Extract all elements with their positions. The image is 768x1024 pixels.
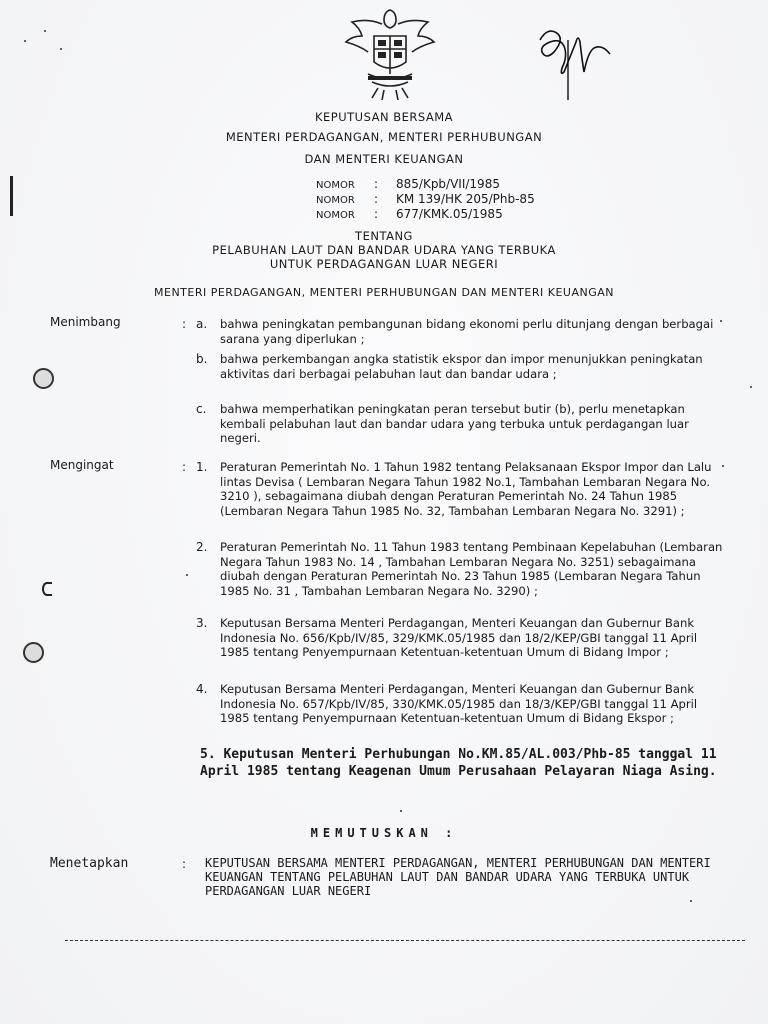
header-line-1: KEPUTUSAN BERSAMA bbox=[314, 110, 454, 124]
number-value: 677/KMK.05/1985 bbox=[396, 207, 503, 221]
speck bbox=[60, 48, 62, 50]
header-line-2: MENTERI PERDAGANGAN, MENTERI PERHUBUNGAN bbox=[225, 130, 543, 144]
speck bbox=[722, 465, 724, 467]
mengingat-item-5-text: Keputusan Menteri Perhubungan No.KM.85/AL.003/Phb-85 tanggal 11 April 1985 tentang Keagenan Umum Perusahaan Pelayaran Niaga Asing. bbox=[200, 747, 717, 779]
speck bbox=[186, 574, 188, 576]
number-row: NOMOR : 885/Kpb/VII/1985 bbox=[316, 177, 500, 191]
speck bbox=[690, 900, 692, 902]
ministers-heading: MENTERI PERDAGANGAN, MENTERI PERHUBUNGAN DAN MENTERI KEUANGAN bbox=[154, 286, 614, 299]
divider bbox=[65, 940, 745, 941]
item-mark: 4. bbox=[196, 682, 208, 696]
speck bbox=[720, 320, 722, 322]
mengingat-item-2: Peraturan Pemerintah No. 11 Tahun 1983 tentang Pembinaan Kepelabuhan (Lembaran Negara Tahun 1983 No. 14 , Tambahan Lembaran Negara No. 3251) sebagaimana diubah dengan Peraturan Pemerintah No. 23 Tahun 1985 (Lembaran Negara Tahun 1985 No. 31 , Tambahan Lembaran Negara No. 3290) ; bbox=[220, 540, 723, 598]
colon: : bbox=[182, 857, 187, 871]
number-label: NOMOR bbox=[316, 210, 355, 221]
speck bbox=[44, 30, 46, 32]
menimbang-item-a: bahwa peningkatan pembangunan bidang ekonomi perlu ditunjang dengan berbagai sarana yang diperlukan ; bbox=[220, 317, 714, 346]
margin-mark bbox=[42, 582, 52, 596]
menimbang-item-b: bahwa perkembangan angka statistik ekspor dan impor menunjukkan peningkatan aktivitas dari berbagai pelabuhan laut dan bandar udara ; bbox=[220, 352, 703, 381]
speck bbox=[400, 810, 402, 812]
number-row: NOMOR : 677/KMK.05/1985 bbox=[316, 207, 503, 221]
menimbang-item-c: bahwa memperhatikan peningkatan peran tersebut butir (b), perlu menetapkan kembali pelabuhan laut dan bandar udara yang terbuka untuk perdagangan luar negeri. bbox=[220, 402, 689, 446]
speck bbox=[750, 386, 752, 388]
margin-mark bbox=[10, 176, 13, 216]
item-mark: b. bbox=[196, 352, 208, 366]
item-mark: 2. bbox=[196, 540, 208, 554]
number-row: NOMOR : KM 139/HK 205/Phb-85 bbox=[316, 192, 535, 206]
menetapkan-label: Menetapkan bbox=[50, 856, 129, 871]
speck bbox=[24, 40, 26, 42]
memutuskan-heading: MEMUTUSKAN : bbox=[310, 826, 458, 840]
garuda-emblem-icon bbox=[338, 2, 442, 102]
subject-tentang: TENTANG bbox=[355, 229, 413, 243]
signature-icon bbox=[528, 10, 624, 106]
number-label: NOMOR bbox=[316, 180, 355, 191]
number-value: KM 139/HK 205/Phb-85 bbox=[396, 192, 535, 206]
colon: : bbox=[182, 317, 187, 331]
mengingat-item-5 bbox=[200, 746, 740, 780]
subject-line-2: UNTUK PERDAGANGAN LUAR NEGERI bbox=[269, 257, 499, 271]
punch-hole-icon bbox=[23, 642, 44, 663]
mengingat-item-4: Keputusan Bersama Menteri Perdagangan, Menteri Keuangan dan Gubernur Bank Indonesia No. 657/Kpb/IV/85, 330/KMK.05/1985 dan 18/3/KEP/GBI tanggal 11 April 1985 tentang Penyempurnaan Ketentuan-ketentuan Umum di Bidang Ekspor ; bbox=[220, 682, 698, 726]
item-mark: a. bbox=[196, 317, 208, 331]
item-mark: 3. bbox=[196, 616, 208, 630]
item-mark: 1. bbox=[196, 460, 208, 474]
colon: : bbox=[182, 460, 187, 474]
item-mark: 5. bbox=[200, 747, 216, 762]
mengingat-item-3: Keputusan Bersama Menteri Perdagangan, Menteri Keuangan dan Gubernur Bank Indonesia No. 656/Kpb/IV/85, 329/KMK.05/1985 dan 18/2/KEP/GBI tanggal 11 April 1985 tentang Penyempurnaan Ketentuan-ketentuan Umum di Bidang Impor ; bbox=[220, 616, 698, 660]
menetapkan-text: KEPUTUSAN BERSAMA MENTERI PERDAGANGAN, MENTERI PERHUBUNGAN DAN MENTERI KEUANGAN TENTANG PELABUHAN LAUT DAN BANDAR UDARA YANG TERBUKA UNTUK PERDAGANGAN LUAR NEGERI bbox=[205, 856, 711, 898]
header-line-3: DAN MENTERI KEUANGAN bbox=[304, 152, 464, 166]
mengingat-label: Mengingat bbox=[50, 458, 114, 472]
punch-hole-icon bbox=[33, 368, 54, 389]
mengingat-item-1: Peraturan Pemerintah No. 1 Tahun 1982 tentang Pelaksanaan Ekspor Impor dan Lalu lintas Devisa ( Lembaran Negara Tahun 1982 No.1, Tambahan Lembaran Negara No. 3210 ), sebagaimana diubah dengan Peraturan Pemerintah No. 24 Tahun 1985 (Lembaran Negara Tahun 1985 No. 32, Tambahan Lembaran Negara No. 3291) ; bbox=[220, 460, 712, 518]
item-mark: c. bbox=[196, 402, 207, 416]
menimbang-label: Menimbang bbox=[50, 315, 121, 329]
number-value: 885/Kpb/VII/1985 bbox=[396, 177, 500, 191]
subject-line-1: PELABUHAN LAUT DAN BANDAR UDARA YANG TERBUKA bbox=[212, 243, 556, 257]
number-label: NOMOR bbox=[316, 195, 355, 206]
